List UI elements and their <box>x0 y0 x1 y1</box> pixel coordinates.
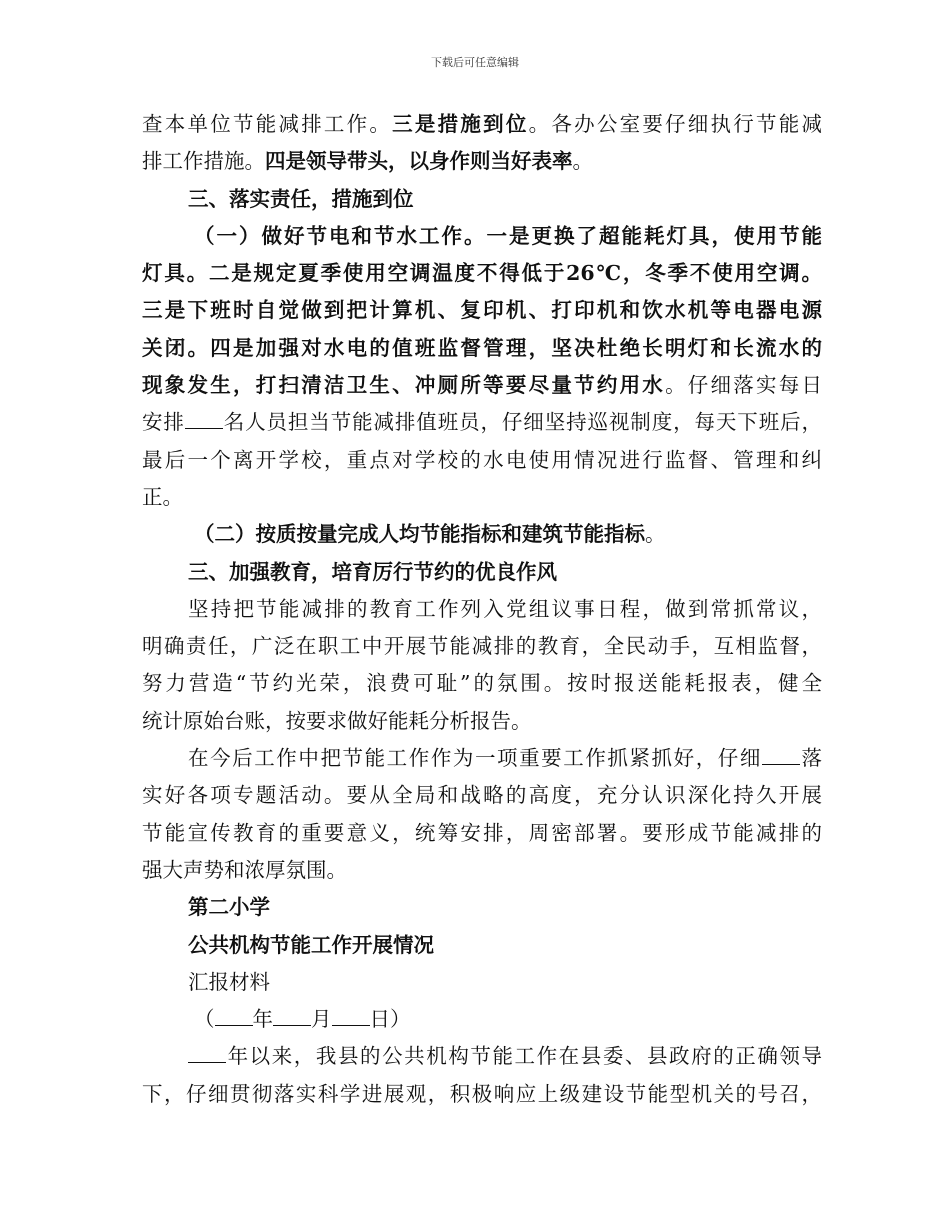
text-run: 。仔细落实每日 <box>665 373 822 398</box>
bold-text: 三、加强教育，培育厉行节约的优良作风 <box>188 559 557 584</box>
text-line <box>142 591 822 628</box>
text-line <box>142 1076 822 1113</box>
text-line <box>142 777 822 814</box>
text-line <box>142 628 822 665</box>
text-line <box>142 740 822 777</box>
bold-text: 三是下班时自觉做到把计算机、复印机、打印机和饮水机等电器电源 <box>142 298 822 323</box>
fill-in-blank <box>185 427 223 429</box>
text-line <box>142 703 822 740</box>
text-run: （ <box>194 1007 215 1032</box>
text-run: 强大声势和浓厚氛围。 <box>142 857 347 882</box>
text-line <box>142 815 822 852</box>
text-run: 查本单位节能减排工作。 <box>142 112 393 136</box>
text-run: 坚持把节能减排的教育工作列入党组议事日程，做到常抓常议， <box>188 596 822 621</box>
text-run: 在今后工作中把节能工作作为一项重要工作抓紧抓好，仔细 <box>188 746 762 771</box>
bold-text: （二）按质按量完成人均节能指标和建筑节能指标 <box>194 522 645 547</box>
bold-text: 第二小学 <box>188 895 270 920</box>
text-run: 汇报材料 <box>188 969 270 994</box>
text-run: 明确责任，广泛在职工中开展节能减排的教育，全民动手，互相监督， <box>142 634 822 659</box>
text-line <box>142 181 822 218</box>
text-run: 月 <box>311 1007 332 1032</box>
text-line <box>142 516 822 553</box>
text-run: 日） <box>369 1007 411 1032</box>
text-run: 。 <box>572 149 593 174</box>
text-run: 统计原始台账，按要求做好能耗分析报告。 <box>142 708 532 733</box>
fill-in-blank <box>273 1024 311 1026</box>
text-run: 落 <box>799 746 822 771</box>
text-run: 年以来，我县的公共机构节能工作在县委、县政府的正确领导 <box>226 1044 822 1069</box>
text-run: 最后一个离开学校，重点对学校的水电使用情况进行监督、管理和纠 <box>142 447 822 472</box>
text-line <box>142 554 822 591</box>
text-run: 节能宣传教育的重要意义，统筹安排，周密部署。要形成节能减排的 <box>142 820 822 845</box>
bold-text: 灯具。二是规定夏季使用空调温度不得低于26℃，冬季不使用空调。 <box>142 261 822 286</box>
text-line <box>142 106 822 143</box>
text-line <box>142 404 822 441</box>
text-run: 下，仔细贯彻落实科学进展观，积极响应上级建设节能型机关的号召， <box>142 1081 822 1106</box>
text-run: 。 <box>645 522 666 547</box>
text-run: 实好各项专题活动。要从全局和战略的高度，充分认识深化持久开展 <box>142 783 822 808</box>
fill-in-blank <box>188 1061 226 1063</box>
text-line <box>142 964 822 1001</box>
text-line <box>142 665 822 702</box>
bold-text: 公共机构节能工作开展情况 <box>188 932 434 957</box>
document-body <box>142 106 822 1113</box>
text-run: 排工作措施。 <box>142 149 265 174</box>
text-run: 努力营造“节约光荣，浪费可耻”的氛围。按时报送能耗报表，健全 <box>142 671 822 696</box>
text-line <box>142 927 822 964</box>
text-line <box>142 479 822 516</box>
fill-in-blank <box>332 1024 370 1026</box>
text-line <box>142 143 822 180</box>
bold-text: 关闭。四是加强对水电的值班监督管理，坚决杜绝长明灯和长流水的 <box>142 335 822 360</box>
text-line <box>142 442 822 479</box>
text-run: 名人员担当节能减排值班员，仔细坚持巡视制度，每天下班后， <box>222 410 822 435</box>
page-header: 下载后可任意编辑 <box>431 56 519 69</box>
text-line <box>142 255 822 292</box>
text-line <box>142 852 822 889</box>
bold-text: 三、落实责任，措施到位 <box>188 186 414 211</box>
text-run: 年 <box>252 1007 273 1032</box>
text-line <box>142 889 822 926</box>
bold-text: 现象发生，打扫清洁卫生、冲厕所等要尽量节约用水 <box>142 373 666 398</box>
text-run: 正。 <box>142 484 183 509</box>
bold-text: （一）做好节电和节水工作。一是更换了超能耗灯具，使用节能 <box>194 223 822 248</box>
text-line <box>142 1038 822 1075</box>
bold-text: 三是措施到位 <box>392 112 529 136</box>
text-line <box>142 292 822 329</box>
text-line <box>142 330 822 367</box>
text-line <box>142 1001 822 1038</box>
fill-in-blank <box>215 1024 253 1026</box>
fill-in-blank <box>762 763 800 765</box>
text-line <box>142 218 822 255</box>
bold-text: 四是领导带头，以身作则当好表率 <box>265 149 573 174</box>
text-run: 。各办公室要仔细执行节能减 <box>528 112 822 136</box>
text-line <box>142 367 822 404</box>
text-run: 安排 <box>142 410 185 435</box>
